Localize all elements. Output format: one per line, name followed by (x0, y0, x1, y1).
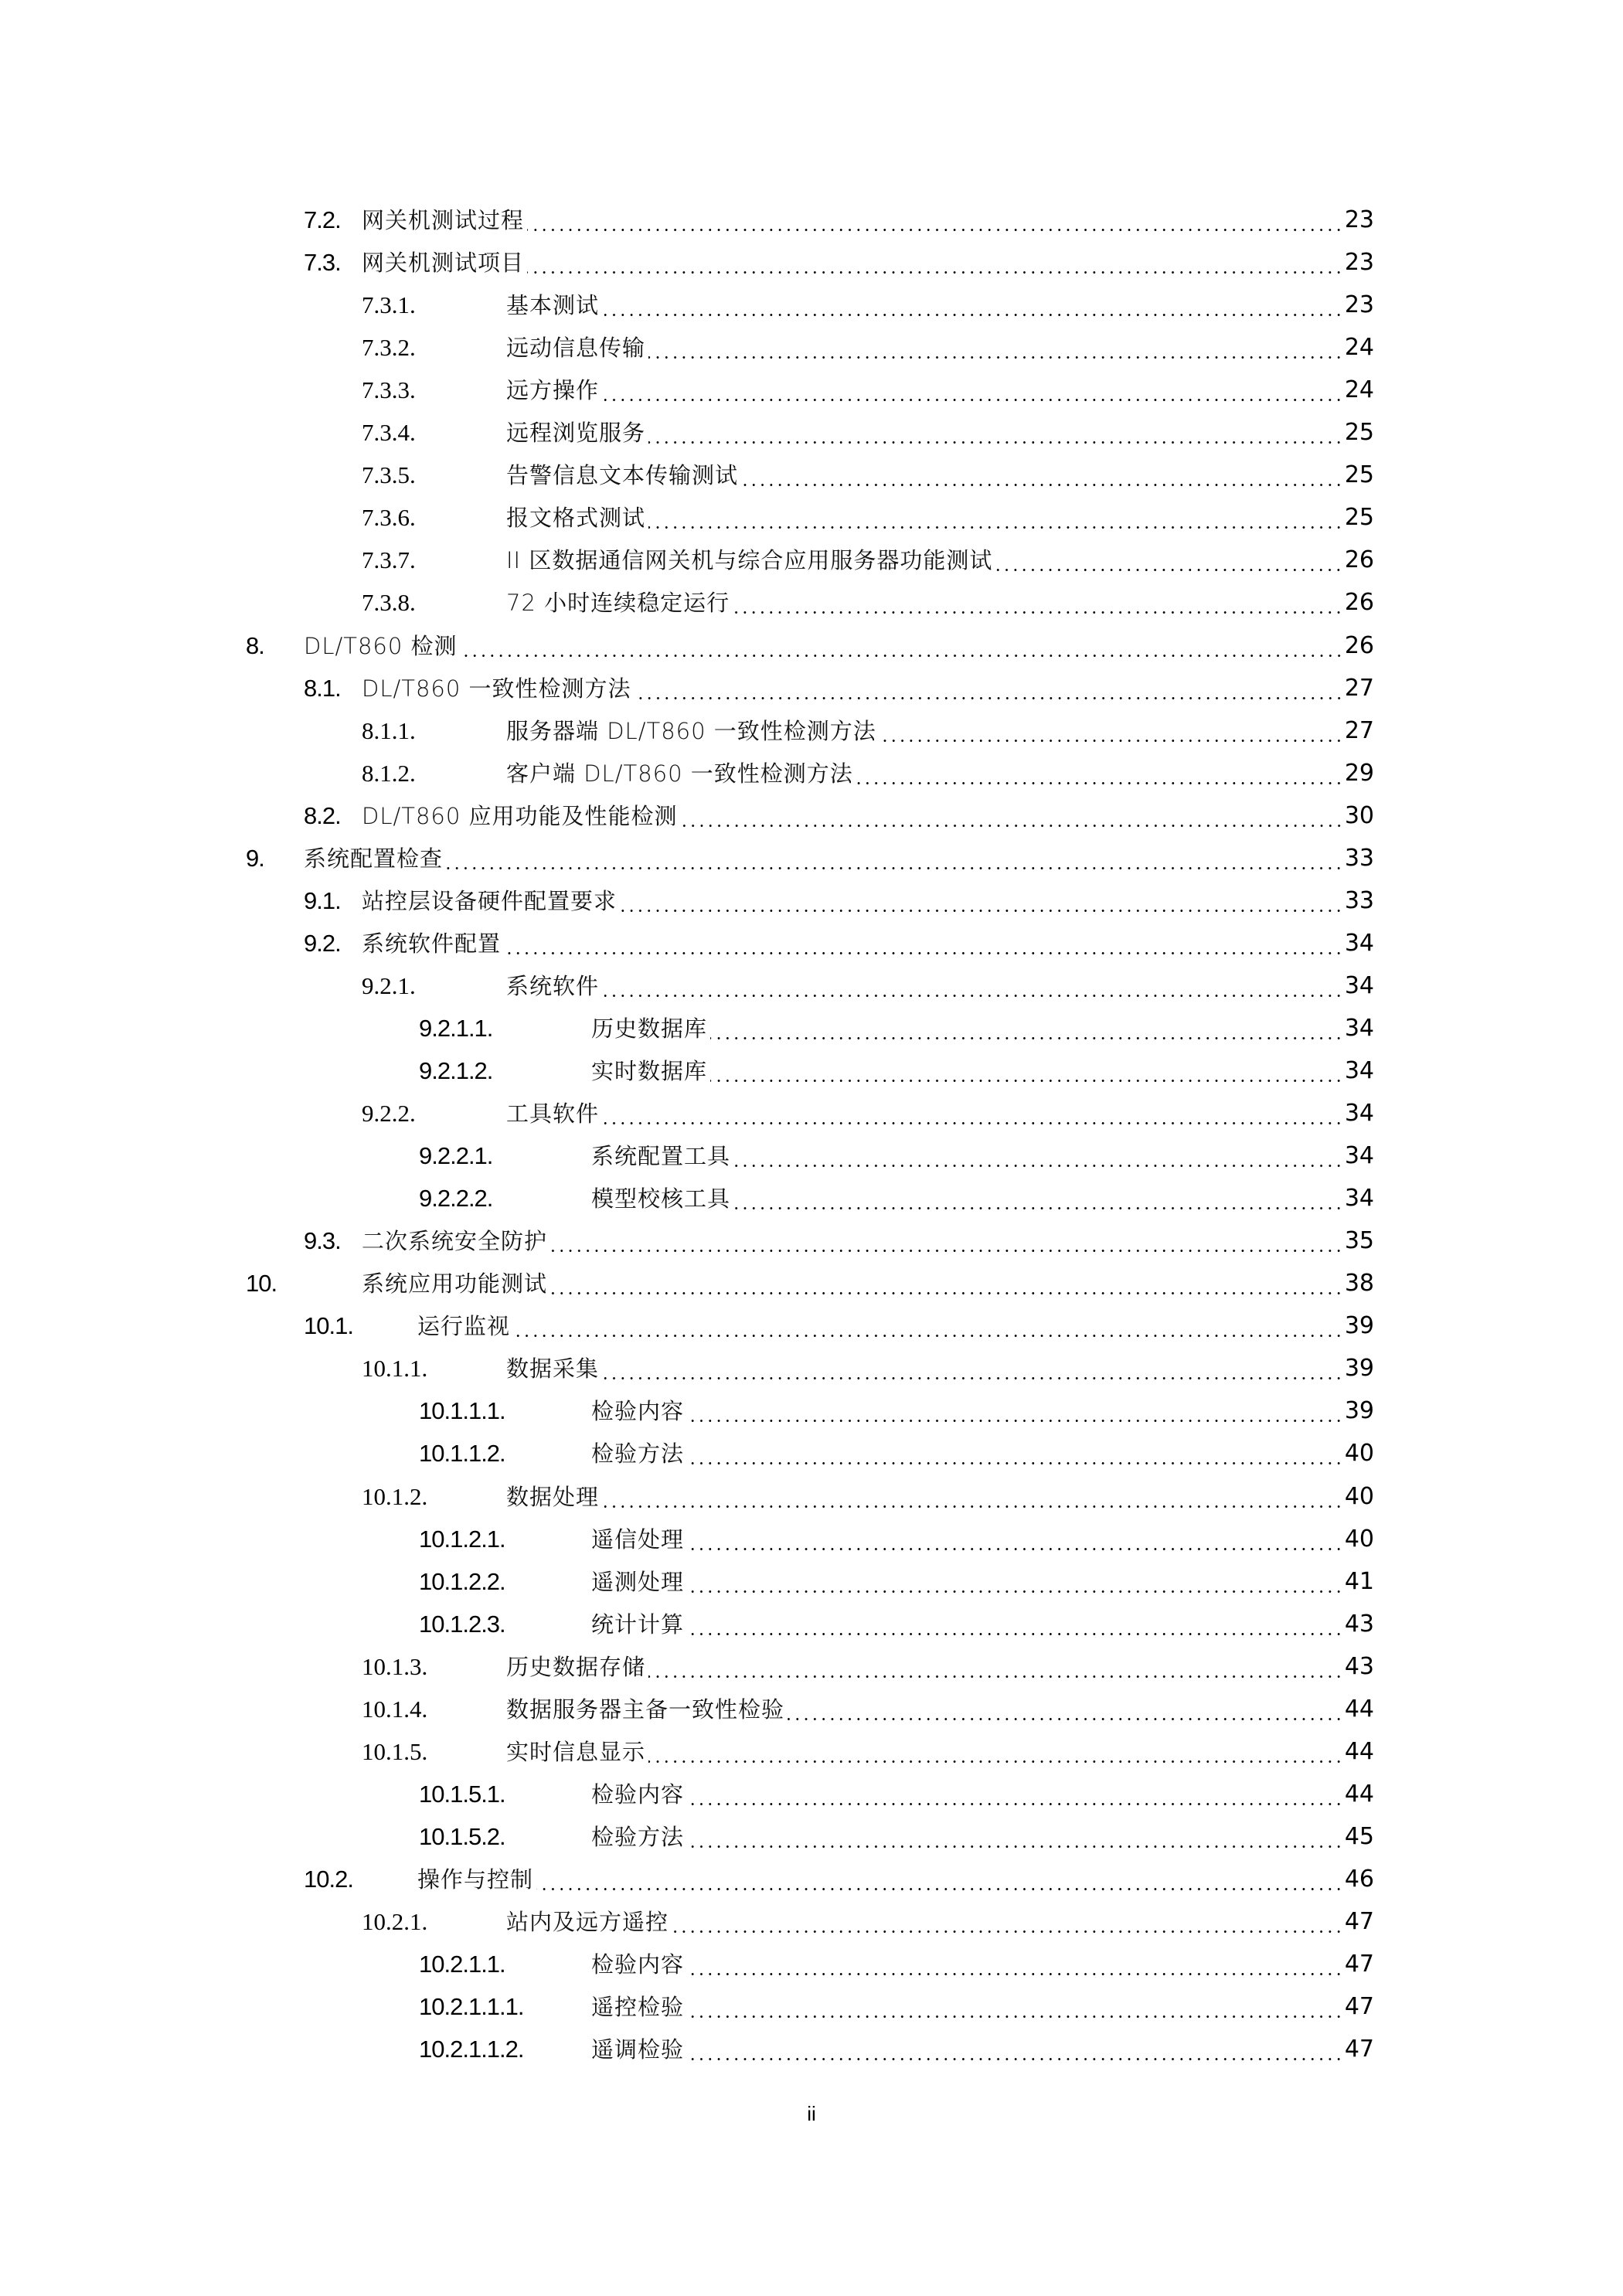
toc-entry-title[interactable]: 检验内容 (591, 1398, 685, 1425)
dot-leader (527, 246, 1343, 280)
toc-entry-page-number[interactable]: 40 (1344, 1482, 1374, 1510)
toc-entry-line (591, 1394, 1374, 1428)
toc-entry-title[interactable]: 告警信息文本传输测试 (506, 462, 739, 489)
toc-entry-line (591, 1012, 1374, 1046)
toc-entry[interactable] (0, 288, 1623, 322)
dot-leader (648, 416, 1343, 450)
toc-entry-line (362, 203, 1374, 237)
toc-entry-title[interactable]: 系统应用功能测试 (362, 1270, 548, 1298)
toc-entry-title[interactable]: 系统配置检查 (304, 845, 444, 872)
toc-entry-title[interactable]: 遥调检验 (591, 2036, 685, 2063)
toc-entry[interactable] (0, 757, 1623, 791)
toc-entry-number: 10.2.1.1. (419, 1951, 505, 1978)
toc-entry-page-number[interactable]: 44 (1344, 1737, 1374, 1765)
dot-leader (687, 1437, 1343, 1471)
toc-entry-number: 10.1.5.1. (419, 1780, 505, 1808)
dot-leader (741, 458, 1343, 492)
toc-entry-title[interactable]: 站内及远方遥控 (506, 1909, 669, 1935)
toc-entry[interactable] (0, 714, 1623, 748)
toc-entry-number: 10.1.2.2. (419, 1567, 505, 1595)
toc-entry-page-number[interactable]: 34 (1344, 1057, 1374, 1084)
toc-entry-line (417, 1862, 1374, 1896)
toc-entry-title[interactable]: 系统软件配置 (362, 930, 502, 957)
toc-entry-page-number[interactable]: 43 (1344, 1652, 1374, 1680)
toc-entry-number: 10.1.1.2. (419, 1440, 505, 1468)
toc-entry-page-number[interactable]: 46 (1344, 1865, 1374, 1893)
toc-entry-line (506, 714, 1374, 748)
toc-entry-title[interactable]: 实时信息显示 (506, 1738, 646, 1765)
toc-entry-title[interactable]: DL/T860 应用功能及性能检测 (362, 802, 678, 829)
toc-entry-title[interactable]: 系统配置工具 (591, 1143, 731, 1170)
toc-entry[interactable] (0, 1054, 1623, 1088)
toc-entry-line (591, 1777, 1374, 1811)
toc-entry-line (591, 1182, 1374, 1216)
toc-entry-line (362, 1224, 1374, 1258)
toc-entry-number: 9.2.1.1. (419, 1014, 493, 1042)
dot-leader (687, 1607, 1343, 1641)
toc-entry-line (362, 884, 1374, 918)
toc-entry-page-number[interactable]: 34 (1344, 971, 1374, 999)
toc-entry[interactable] (0, 1012, 1623, 1046)
toc-entry-line (362, 672, 1374, 706)
toc-entry-page-number[interactable]: 39 (1344, 1397, 1374, 1425)
toc-entry-number: 8.1.1. (362, 716, 416, 744)
toc-entry-page-number[interactable]: 34 (1344, 1014, 1374, 1042)
dot-leader (602, 288, 1343, 322)
toc-entry-number: 10.1. (304, 1312, 353, 1340)
toc-entry-line (417, 1309, 1374, 1343)
toc-entry[interactable] (0, 1565, 1623, 1599)
toc-entry-page-number[interactable]: 27 (1344, 674, 1374, 702)
dot-leader (788, 1692, 1343, 1726)
dot-leader (602, 1352, 1343, 1386)
toc-entry-page-number[interactable]: 27 (1344, 716, 1374, 744)
dot-leader (648, 1650, 1343, 1684)
toc-entry-line (506, 288, 1374, 322)
toc-entry-number: 9.2. (304, 929, 341, 957)
toc-entry-title[interactable]: 服务器端 DL/T860 一致性检测方法 (506, 717, 876, 744)
toc-entry[interactable] (0, 1777, 1623, 1811)
toc-entry-number: 7.3.5. (362, 461, 416, 489)
dot-leader (687, 1522, 1343, 1556)
toc-entry-page-number[interactable]: 34 (1344, 1100, 1374, 1128)
toc-entry-number: 9.2.2.2. (419, 1185, 493, 1213)
toc-entry-page-number[interactable]: 34 (1344, 1185, 1374, 1213)
toc-entry[interactable] (0, 586, 1623, 620)
toc-entry-number: 7.3.8. (362, 589, 416, 617)
toc-entry-page-number[interactable]: 33 (1344, 886, 1374, 914)
toc-entry-title[interactable]: DL/T860 检测 (304, 632, 458, 659)
toc-entry-number: 7.3.7. (362, 546, 416, 574)
toc-entry[interactable] (0, 1394, 1623, 1428)
toc-entry-line (506, 331, 1374, 365)
toc-entry-line (506, 416, 1374, 450)
toc-entry[interactable] (0, 1139, 1623, 1173)
toc-entry[interactable] (0, 1097, 1623, 1131)
dot-leader (687, 2032, 1343, 2066)
toc-entry-page-number[interactable]: 26 (1344, 631, 1374, 659)
toc-entry-page-number[interactable]: 25 (1344, 419, 1374, 447)
toc-entry[interactable] (0, 1352, 1623, 1386)
dot-leader (733, 1182, 1343, 1216)
dot-leader (710, 1054, 1343, 1088)
toc-entry-line (591, 1565, 1374, 1599)
toc-entry-page-number[interactable]: 43 (1344, 1610, 1374, 1638)
toc-entry-number: 10.1.3. (362, 1652, 428, 1680)
dot-leader (461, 629, 1343, 663)
toc-entry-page-number[interactable]: 40 (1344, 1440, 1374, 1468)
page-number-footer: ii (807, 2102, 816, 2125)
toc-entry-line (362, 799, 1374, 833)
toc-entry[interactable] (0, 458, 1623, 492)
dot-leader (733, 1139, 1343, 1173)
toc-entry[interactable] (0, 1650, 1623, 1684)
dot-leader (602, 1480, 1343, 1514)
toc-entry-line (591, 1607, 1374, 1641)
toc-entry[interactable] (0, 2032, 1623, 2066)
toc-entry[interactable] (0, 246, 1623, 280)
toc-entry[interactable] (0, 1309, 1623, 1343)
dot-leader (648, 1735, 1343, 1769)
dot-leader (446, 842, 1343, 876)
toc-entry-number: 10.1.2.3. (419, 1610, 505, 1638)
toc-entry-title[interactable]: 数据采集 (506, 1355, 600, 1383)
toc-entry-line (591, 1990, 1374, 2024)
toc-entry-page-number[interactable]: 24 (1344, 334, 1374, 362)
toc-entry-line (591, 1054, 1374, 1088)
toc-entry-title[interactable]: 基本测试 (506, 292, 600, 319)
dot-leader (536, 1862, 1343, 1896)
dot-leader (995, 543, 1342, 577)
toc-entry-title[interactable]: 检验内容 (591, 1951, 685, 1978)
toc-entry[interactable] (0, 543, 1623, 577)
dot-leader (550, 1267, 1343, 1301)
toc-entry-number: 9.2.2. (362, 1100, 416, 1128)
toc-entry-page-number[interactable]: 44 (1344, 1695, 1374, 1723)
toc-entry-title[interactable]: 遥信处理 (591, 1526, 685, 1553)
dot-leader (687, 1777, 1343, 1811)
toc-entry-title[interactable]: 二次系统安全防护 (362, 1228, 548, 1255)
toc-entry-line (506, 757, 1374, 791)
toc-entry-number: 10.1.5. (362, 1737, 428, 1765)
toc-entry-title[interactable]: 远动信息传输 (506, 335, 646, 362)
toc-entry-title[interactable]: 检验内容 (591, 1781, 685, 1808)
toc-entry[interactable] (0, 1990, 1623, 2024)
toc-entry-line (304, 842, 1374, 876)
toc-entry-title[interactable]: 远程浏览服务 (506, 420, 646, 447)
dot-leader (602, 969, 1343, 1003)
dot-leader (648, 501, 1343, 535)
dot-leader (648, 331, 1343, 365)
toc-entry-page-number[interactable]: 26 (1344, 589, 1374, 617)
toc-entry-page-number[interactable]: 34 (1344, 1142, 1374, 1170)
toc-entry-page-number[interactable]: 45 (1344, 1822, 1374, 1850)
toc-entry-title[interactable]: 遥控检验 (591, 1994, 685, 2021)
toc-entry[interactable] (0, 1947, 1623, 1981)
toc-entry[interactable] (0, 416, 1623, 450)
dot-leader (856, 757, 1343, 791)
toc-entry-title[interactable]: 历史数据库 (591, 1015, 708, 1042)
toc-entry-title[interactable]: 模型校核工具 (591, 1185, 731, 1213)
toc-entry-title[interactable]: 网关机测试项目 (362, 250, 525, 277)
toc-entry-title[interactable]: 72 小时连续稳定运行 (506, 590, 730, 617)
toc-entry-number: 10.1.5.2. (419, 1822, 505, 1850)
toc-entry-page-number[interactable]: 47 (1344, 2036, 1374, 2063)
toc-entry-line (591, 1139, 1374, 1173)
toc-entry[interactable] (0, 501, 1623, 535)
toc-entry-title[interactable]: 客户端 DL/T860 一致性检测方法 (506, 760, 853, 787)
toc-entry-page-number[interactable]: 40 (1344, 1525, 1374, 1553)
toc-entry-number: 7.3. (304, 249, 341, 277)
toc-entry-page-number[interactable]: 25 (1344, 504, 1374, 532)
toc-entry-page-number[interactable]: 34 (1344, 929, 1374, 957)
toc-entry-line (591, 1947, 1374, 1981)
toc-entry-title[interactable]: 实时数据库 (591, 1058, 708, 1084)
dot-leader (527, 203, 1343, 237)
toc-entry[interactable] (0, 331, 1623, 365)
toc-entry-page-number[interactable]: 35 (1344, 1227, 1374, 1255)
toc-entry-page-number[interactable]: 41 (1344, 1567, 1374, 1595)
toc-entry-number: 10.1.4. (362, 1695, 428, 1723)
toc-entry-title[interactable]: 检验方法 (591, 1823, 685, 1850)
toc-entry-number: 9. (246, 844, 264, 872)
toc-entry[interactable] (0, 1820, 1623, 1854)
toc-entry-page-number[interactable]: 47 (1344, 1993, 1374, 2021)
toc-entry-line (591, 1522, 1374, 1556)
toc-entry[interactable] (0, 1437, 1623, 1471)
toc-entry[interactable] (0, 842, 1623, 876)
toc-entry-title[interactable]: 历史数据存储 (506, 1653, 646, 1680)
toc-entry-number: 9.2.1.2. (419, 1057, 493, 1084)
toc-entry-line (506, 543, 1374, 577)
toc-entry-line (591, 1820, 1374, 1854)
toc-entry-page-number[interactable]: 26 (1344, 546, 1374, 574)
toc-entry-number: 8. (246, 631, 264, 659)
toc-entry[interactable] (0, 1182, 1623, 1216)
toc-entry-line (506, 1650, 1374, 1684)
toc-entry-number: 10. (246, 1270, 277, 1298)
toc-entry-number: 7.3.4. (362, 419, 416, 447)
toc-entry-line (506, 458, 1374, 492)
dot-leader (687, 1820, 1343, 1854)
dot-leader (620, 884, 1343, 918)
toc-entry-page-number[interactable]: 47 (1344, 1908, 1374, 1935)
toc-entry-number: 9.3. (304, 1227, 341, 1255)
toc-entry[interactable] (0, 1692, 1623, 1726)
toc-entry-page-number[interactable]: 39 (1344, 1312, 1374, 1340)
toc-entry-title[interactable]: 运行监视 (417, 1313, 511, 1340)
toc-entry-number: 9.1. (304, 886, 341, 914)
toc-entry-line (506, 1692, 1374, 1726)
toc-entry-line (506, 1480, 1374, 1514)
toc-entry[interactable] (0, 373, 1623, 407)
toc-entry-title[interactable]: 统计计算 (591, 1611, 685, 1638)
toc-entry-line (362, 246, 1374, 280)
toc-entry-page-number[interactable]: 30 (1344, 801, 1374, 829)
toc-entry[interactable] (0, 1607, 1623, 1641)
toc-entry[interactable] (0, 1735, 1623, 1769)
toc-entry-title[interactable]: 远方操作 (506, 377, 600, 404)
toc-entry-title[interactable]: DL/T860 一致性检测方法 (362, 675, 631, 702)
toc-entry-page-number[interactable]: 39 (1344, 1355, 1374, 1383)
toc-entry[interactable] (0, 1480, 1623, 1514)
dot-leader (635, 672, 1343, 706)
toc-entry-number: 10.2.1. (362, 1908, 428, 1935)
toc-entry-title[interactable]: II 区数据通信网关机与综合应用服务器功能测试 (506, 547, 993, 574)
toc-entry-number: 7.3.6. (362, 504, 416, 532)
toc-entry-number: 10.2.1.1.1. (419, 1993, 524, 2021)
toc-entry-number: 10.2.1.1.2. (419, 2036, 524, 2063)
toc-entry[interactable] (0, 1905, 1623, 1939)
toc-entry-line (506, 373, 1374, 407)
toc-entry[interactable] (0, 629, 1623, 663)
dot-leader (513, 1309, 1343, 1343)
toc-entry[interactable] (0, 884, 1623, 918)
toc-entry-number: 8.1.2. (362, 759, 416, 787)
dot-leader (687, 1394, 1343, 1428)
dot-leader (687, 1947, 1343, 1981)
toc-entry-line (506, 1352, 1374, 1386)
toc-entry-number: 8.2. (304, 801, 341, 829)
dot-leader (687, 1565, 1343, 1599)
toc-entry-line (506, 501, 1374, 535)
toc-entry-number: 10.1.2.1. (419, 1525, 505, 1553)
toc-entry-number: 9.2.2.1. (419, 1142, 493, 1170)
toc-entry[interactable] (0, 203, 1623, 237)
toc-entry-page-number[interactable]: 47 (1344, 1951, 1374, 1978)
toc-entry-title[interactable]: 系统软件 (506, 972, 600, 999)
dot-leader (710, 1012, 1343, 1046)
toc-entry-number: 7.3.3. (362, 376, 416, 404)
toc-entry-page-number[interactable]: 44 (1344, 1780, 1374, 1808)
dot-leader (681, 799, 1343, 833)
toc-entry-title[interactable]: 数据处理 (506, 1483, 600, 1510)
toc-entry-title[interactable]: 站控层设备硬件配置要求 (362, 887, 618, 914)
toc-entry-number: 10.1.1.1. (419, 1397, 505, 1425)
toc-entry-title[interactable]: 数据服务器主备一致性检验 (506, 1696, 785, 1723)
toc-entry-number: 8.1. (304, 674, 341, 702)
toc-entry-line (506, 969, 1374, 1003)
toc-entry[interactable] (0, 969, 1623, 1003)
toc-entry-line (506, 586, 1374, 620)
toc-entry-title[interactable]: 操作与控制 (417, 1866, 534, 1893)
toc-entry-number: 9.2.1. (362, 971, 416, 999)
toc-entry-number: 7.3.2. (362, 334, 416, 362)
toc-entry[interactable] (0, 1224, 1623, 1258)
toc-entry[interactable] (0, 799, 1623, 833)
toc-entry-page-number[interactable]: 23 (1344, 249, 1374, 277)
toc-entry-line (591, 1437, 1374, 1471)
toc-entry[interactable] (0, 927, 1623, 961)
toc-entry-line (304, 629, 1374, 663)
dot-leader (672, 1905, 1343, 1939)
toc-entry-number: 7.2. (304, 206, 341, 233)
toc-entry-title[interactable]: 工具软件 (506, 1100, 600, 1128)
dot-leader (550, 1224, 1343, 1258)
toc-entry-page-number[interactable]: 29 (1344, 759, 1374, 787)
toc-entry-line (506, 1735, 1374, 1769)
toc-entry-line (506, 1905, 1374, 1939)
toc-entry-number: 10.1.2. (362, 1482, 428, 1510)
toc-entry-number: 7.3.1. (362, 291, 416, 319)
toc-entry-number: 10.1.1. (362, 1355, 428, 1383)
dot-leader (504, 927, 1343, 961)
toc-entry-title[interactable]: 遥测处理 (591, 1568, 685, 1595)
toc-entry-line (362, 1267, 1374, 1301)
toc-entry-page-number[interactable]: 24 (1344, 376, 1374, 404)
toc-entry-page-number[interactable]: 23 (1344, 206, 1374, 233)
toc-entry-page-number[interactable]: 38 (1344, 1270, 1374, 1298)
dot-leader (733, 586, 1343, 620)
toc-entry-page-number[interactable]: 25 (1344, 461, 1374, 489)
toc-entry-title[interactable]: 报文格式测试 (506, 505, 646, 532)
toc-entry[interactable] (0, 1862, 1623, 1896)
toc-entry-title[interactable]: 检验方法 (591, 1441, 685, 1468)
toc-entry[interactable] (0, 1522, 1623, 1556)
dot-leader (687, 1990, 1343, 2024)
dot-leader (602, 373, 1343, 407)
toc-entry-page-number[interactable]: 23 (1344, 291, 1374, 319)
toc-entry-line (591, 2032, 1374, 2066)
toc-entry[interactable] (0, 672, 1623, 706)
toc-entry-number: 10.2. (304, 1865, 353, 1893)
toc-entry-line (506, 1097, 1374, 1131)
toc-entry[interactable] (0, 1267, 1623, 1301)
toc-entry-title[interactable]: 网关机测试过程 (362, 207, 525, 233)
dot-leader (602, 1097, 1343, 1131)
dot-leader (880, 714, 1343, 748)
toc-entry-page-number[interactable]: 33 (1344, 844, 1374, 872)
toc-entry-line (362, 927, 1374, 961)
